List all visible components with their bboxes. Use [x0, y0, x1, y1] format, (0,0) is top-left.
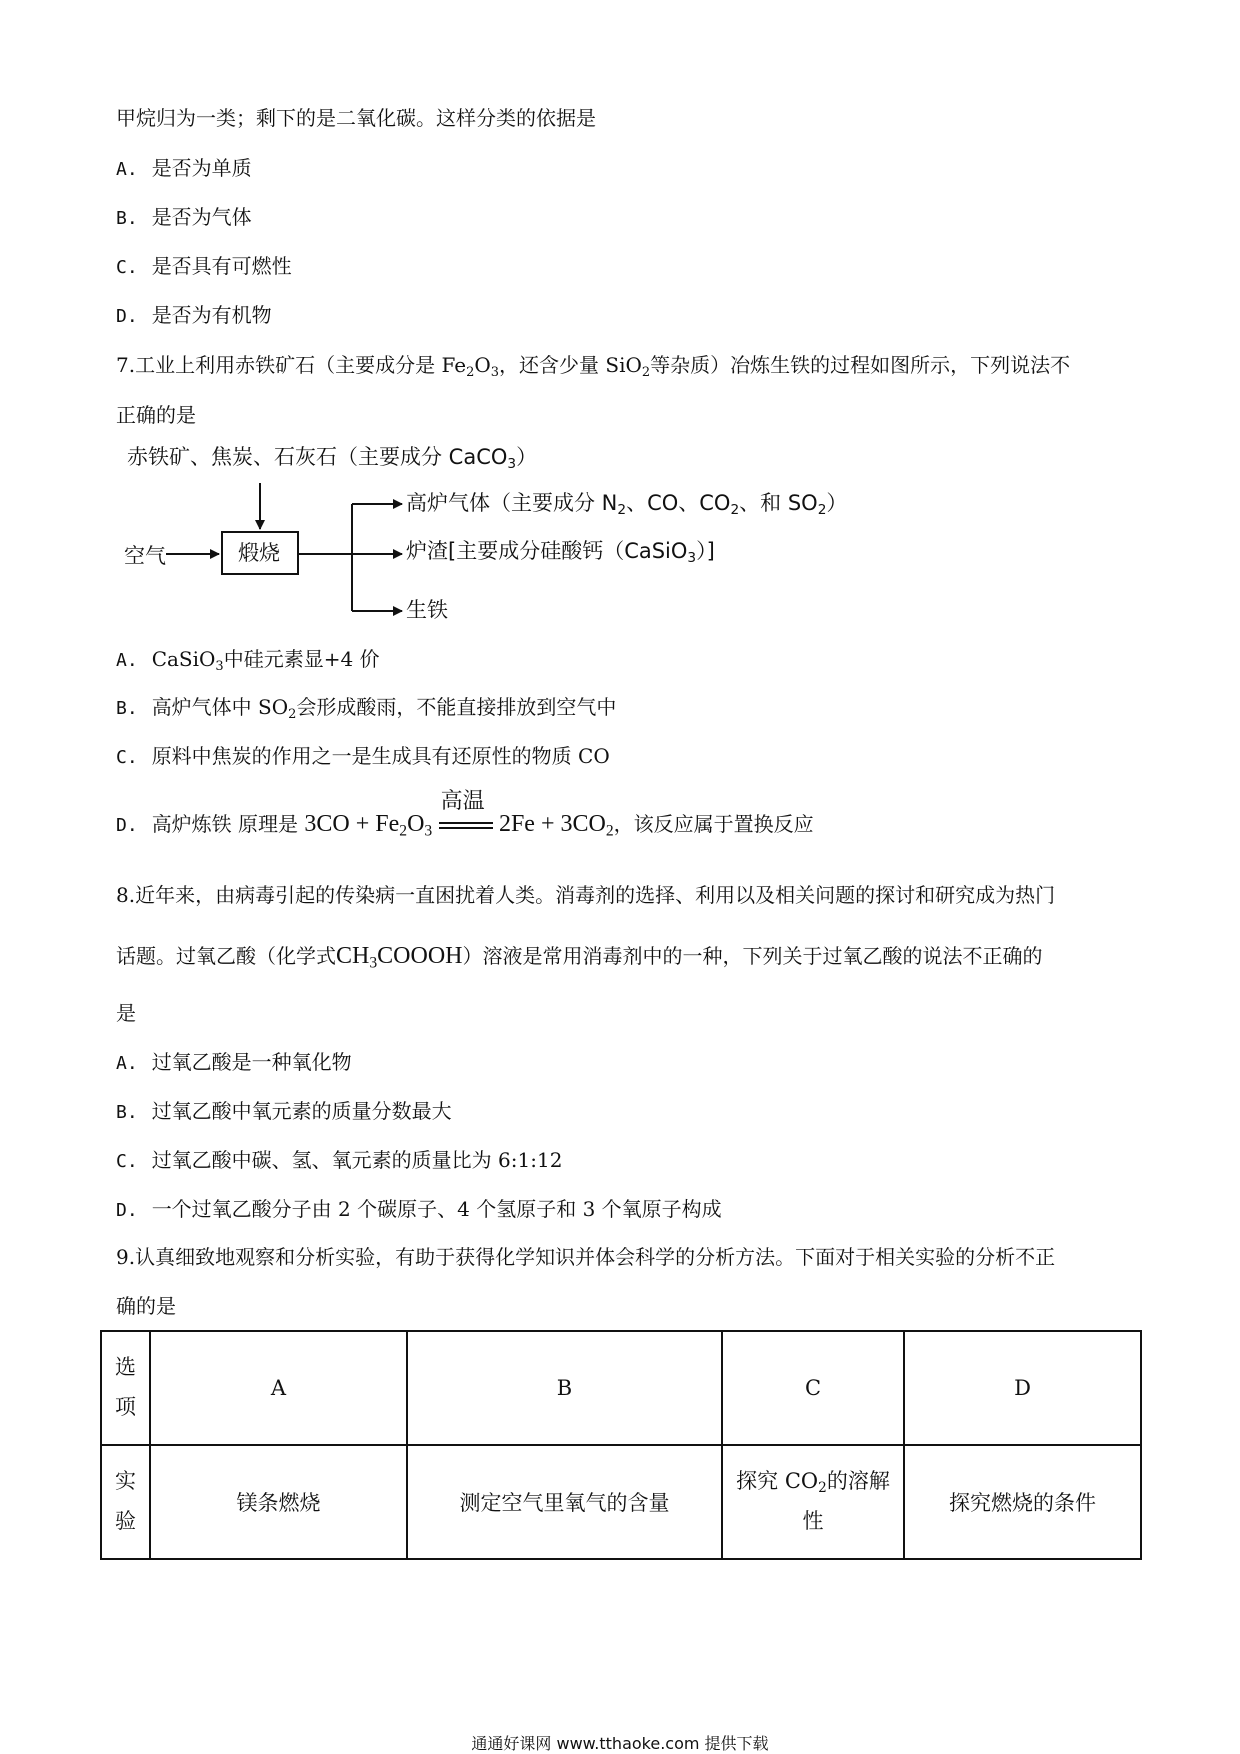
slag-text: ）] — [696, 539, 715, 563]
subscript: 2 — [288, 706, 297, 722]
option-text: 是否为气体 — [151, 205, 252, 229]
option-text: 是否为有机物 — [151, 303, 272, 327]
table-col-c: C — [722, 1331, 904, 1445]
q7-stem-line2: 正确的是 — [116, 403, 196, 427]
slag-text: 炉渣[主要成分硅酸钙（CaSiO — [406, 539, 688, 563]
table-cell-c — [722, 1445, 904, 1559]
q7-option-c — [116, 746, 610, 767]
subscript: 2 — [617, 502, 627, 519]
equation-left — [304, 811, 433, 840]
q8-stem-line2 — [116, 944, 1042, 971]
diagram-slag — [406, 541, 715, 566]
q7-option-a — [116, 649, 380, 673]
option-text: 中硅元素显+4 价 — [223, 647, 380, 671]
option-text: 过氧乙酸是一种氧化物 — [151, 1050, 352, 1074]
subscript: 3 — [687, 550, 697, 567]
cell-text: 性 — [802, 1509, 824, 1534]
gas-text: ） — [826, 491, 848, 515]
formula-text: CH — [336, 943, 370, 969]
table-header-cell — [101, 1445, 150, 1559]
diagram-gas — [406, 493, 847, 518]
diagram-raw-materials — [127, 447, 537, 472]
subscript: 2 — [605, 822, 614, 840]
equals-bottom-line — [439, 827, 493, 829]
equation-right — [498, 811, 614, 840]
table-cell-d: 探究燃烧的条件 — [904, 1445, 1141, 1559]
q7-option-d — [116, 788, 814, 840]
table-cell-b: 测定空气里氧气的含量 — [407, 1445, 722, 1559]
q8-stem-line1: 8.近年来，由病毒引起的传染病一直困扰着人类。消毒剂的选择、利用以及相关问题的探讨和研究成为热门 — [116, 883, 1056, 907]
option-letter: B. — [116, 698, 138, 719]
subscript: 3 — [507, 456, 517, 473]
page-footer: 通通好课网 www.tthaoke.com 提供下载 — [471, 1734, 769, 1753]
table-col-d: D — [904, 1331, 1141, 1445]
q6-option-a — [116, 158, 252, 179]
header-char: 项 — [115, 1395, 136, 1419]
diagram-process-label: 煅烧 — [238, 541, 280, 565]
option-letter: D. — [116, 815, 138, 836]
option-text: 过氧乙酸中氧元素的质量分数最大 — [151, 1099, 452, 1123]
q6-stem-tail: 甲烷归为一类；剩下的是二氧化碳。这样分类的依据是 — [116, 106, 596, 130]
option-letter: A. — [116, 159, 138, 180]
option-text: 是否为单质 — [151, 156, 252, 180]
gas-text: 高炉气体（主要成分 N — [406, 491, 618, 515]
option-text: 是否具有可燃性 — [151, 254, 292, 278]
option-text: 过氧乙酸中碳、氢、氧元素的质量比为 6:1:12 — [151, 1148, 563, 1172]
option-letter: A. — [116, 1053, 138, 1074]
subscript: 2 — [399, 822, 408, 840]
q9-stem-line2: 确的是 — [116, 1294, 176, 1318]
q8-option-d — [116, 1199, 722, 1220]
subscript: 2 — [466, 364, 475, 380]
cell-text: 探究 CO — [736, 1469, 819, 1494]
option-letter: A. — [116, 650, 138, 671]
q8-formula — [336, 943, 463, 972]
q8-stem-part: 话题。过氧乙酸（化学式 — [116, 944, 336, 968]
q6-option-c — [116, 256, 292, 277]
table-row — [101, 1331, 1141, 1445]
condition-text: 高温 — [440, 788, 485, 814]
eq-left-text: 3CO + Fe — [304, 811, 400, 837]
option-text: 会形成酸雨，不能直接排放到空气中 — [296, 695, 617, 719]
q7-stem-part: O — [474, 353, 491, 377]
subscript: 2 — [818, 1480, 827, 1497]
q9-stem-line1: 9.认真细致地观察和分析实验，有助于获得化学知识并体会科学的分析方法。下面对于相关实验的分析不正 — [116, 1245, 1056, 1269]
q7-stem-part: ，还含少量 SiO — [499, 353, 642, 377]
q8-stem-part: ）溶液是常用消毒剂中的一种，下列关于过氧乙酸的说法不正确的 — [462, 944, 1043, 968]
option-letter: B. — [116, 208, 138, 229]
subscript: 2 — [641, 364, 651, 380]
option-text: CaSiO — [151, 647, 216, 671]
q8-stem-line3: 是 — [116, 1001, 136, 1025]
option-text: ，该反应属于置换反应 — [613, 812, 814, 836]
table-cell-a: 镁条燃烧 — [150, 1445, 407, 1559]
q8-option-b — [116, 1101, 452, 1122]
q8-option-c — [116, 1150, 562, 1171]
subscript: 3 — [215, 658, 224, 674]
raw-materials-text-end: ） — [516, 445, 538, 469]
option-letter: B. — [116, 1102, 138, 1123]
table-col-b: B — [407, 1331, 722, 1445]
option-letter: C. — [116, 1151, 138, 1172]
equals-top-line — [439, 822, 493, 824]
q7-stem-part: 7.工业上利用赤铁矿石（主要成分是 Fe — [116, 353, 467, 377]
eq-mid-text: O — [407, 811, 425, 837]
raw-materials-text: 赤铁矿、焦炭、石灰石（主要成分 CaCO — [127, 445, 508, 469]
option-letter: C. — [116, 257, 138, 278]
table-col-a: A — [150, 1331, 407, 1445]
table-header-cell — [101, 1331, 150, 1445]
option-text: 高炉气体中 SO — [151, 695, 289, 719]
header-char: 实 — [115, 1469, 136, 1494]
q7-option-b — [116, 697, 616, 721]
option-text: 原料中焦炭的作用之一是生成具有还原性的物质 CO — [151, 744, 610, 768]
subscript: 3 — [369, 954, 378, 972]
q7-stem-part: 等杂质）冶炼生铁的过程如图所示，下列说法不 — [650, 353, 1071, 377]
q6-option-b — [116, 207, 252, 228]
subscript: 2 — [817, 502, 827, 519]
equation-condition — [439, 788, 493, 836]
formula-text: COOOH — [377, 943, 463, 969]
header-char: 验 — [115, 1509, 136, 1533]
option-letter: C. — [116, 747, 138, 768]
experiment-table — [100, 1330, 1142, 1560]
diagram-air: 空气 — [124, 544, 166, 568]
subscript: 3 — [490, 364, 500, 380]
q8-option-a — [116, 1052, 352, 1073]
header-char: 选 — [115, 1355, 136, 1380]
option-text: 一个过氧乙酸分子由 2 个碳原子、4 个氢原子和 3 个氧原子构成 — [151, 1197, 722, 1221]
subscript: 3 — [424, 822, 433, 840]
option-letter: D. — [116, 1200, 138, 1221]
q6-option-d — [116, 305, 272, 326]
diagram-iron: 生铁 — [406, 598, 448, 622]
table-row — [101, 1445, 1141, 1559]
gas-text: 、和 SO — [739, 491, 818, 515]
gas-text: 、CO、CO — [626, 491, 731, 515]
q7-stem-line1 — [116, 355, 1070, 379]
cell-text: 的溶解 — [826, 1469, 890, 1494]
option-text: 高炉炼铁 原理是 — [151, 812, 299, 836]
eq-right-text: 2Fe + 3CO — [498, 811, 606, 837]
option-letter: D. — [116, 306, 138, 327]
subscript: 2 — [730, 502, 740, 519]
